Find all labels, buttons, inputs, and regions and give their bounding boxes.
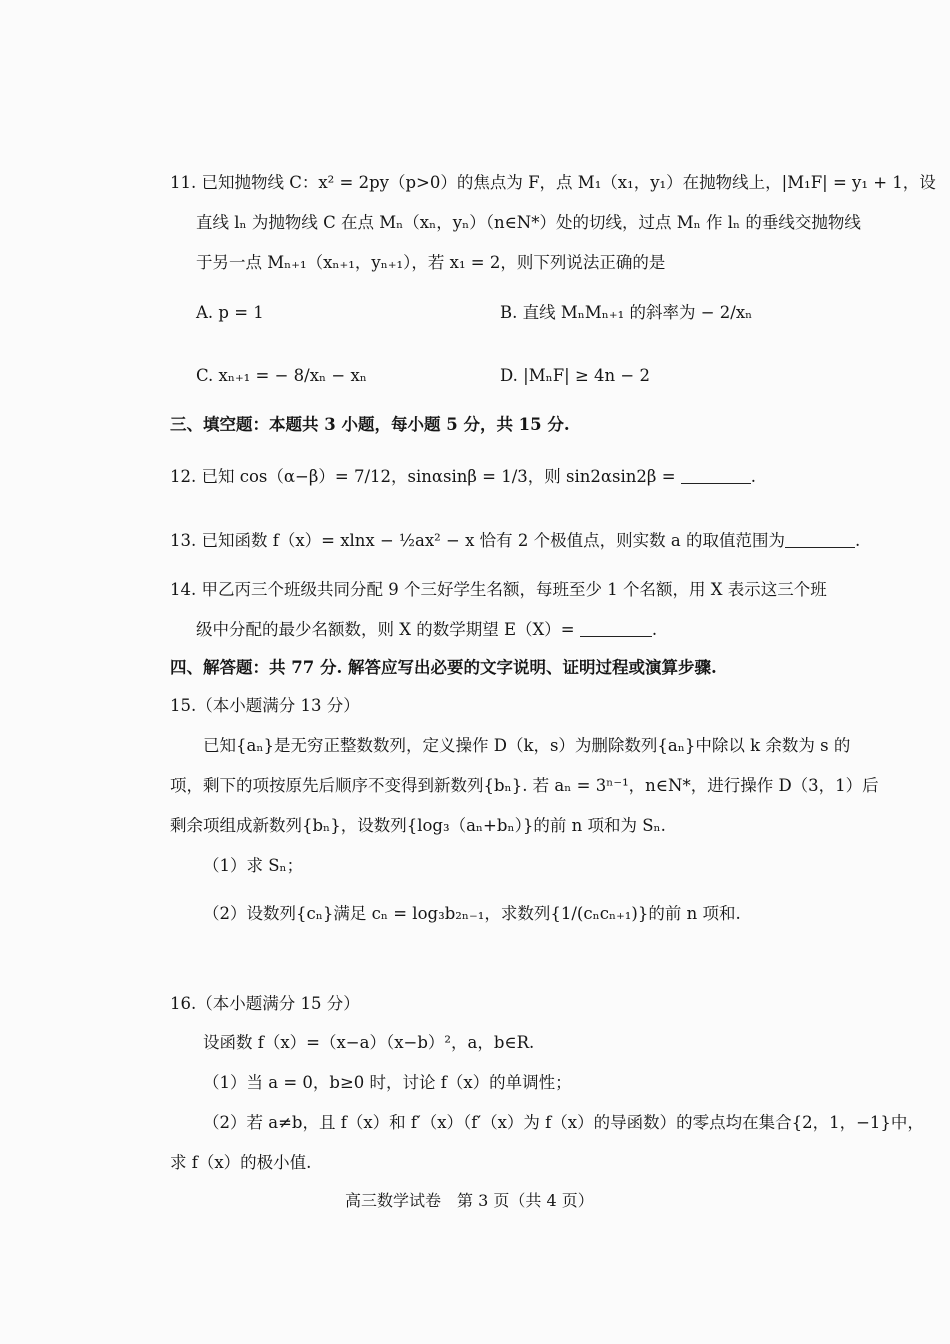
q15-part-1: （1）求 Sₙ；: [203, 856, 304, 875]
q15-para-3: 剩余项组成新数列{bₙ}，设数列{log₃（aₙ+bₙ）}的前 n 项和为 Sₙ.: [170, 816, 666, 835]
q11-line-3: 于另一点 Mₙ₊₁（xₙ₊₁，yₙ₊₁），若 x₁ = 2，则下列说法正确的是: [196, 253, 666, 272]
q11-option-d: D. |MₙF| ≥ 4n − 2: [500, 366, 650, 385]
q12-line: [170, 465, 756, 489]
q15-para-2: 项，剩下的项按原先后顺序不变得到新数列{bₙ}. 若 aₙ = 3ⁿ⁻¹，n∈N*，进行操作 D（3，1）后: [170, 776, 879, 795]
q14-line-1: 14. 甲乙丙三个班级共同分配 9 个三好学生名额，每班至少 1 个名额，用 X 表示这三个班: [170, 580, 827, 599]
q15-heading: 15.（本小题满分 13 分）: [170, 696, 360, 715]
q14-blank: [580, 618, 652, 637]
q11-option-a: A. p = 1: [196, 303, 264, 322]
q12-blank: [681, 465, 751, 484]
q15-para-1: 已知{aₙ}是无穷正整数数列，定义操作 D（k，s）为删除数列{aₙ}中除以 k 余数为 s 的: [203, 736, 851, 755]
q11-line-1: 11. 已知抛物线 C：x² = 2py（p>0）的焦点为 F，点 M₁（x₁，y₁）在抛物线上，|M₁F| = y₁ + 1，设: [170, 173, 936, 192]
q13-blank: [785, 529, 855, 548]
q14-end: .: [651, 620, 658, 639]
q14-text: 级中分配的最少名额数，则 X 的数学期望 E（X）=: [196, 620, 575, 639]
section-4-heading: 四、解答题：共 77 分. 解答应写出必要的文字说明、证明过程或演算步骤.: [170, 658, 717, 677]
q14-line-2: [196, 618, 657, 642]
q12-end: .: [750, 467, 757, 486]
q13-text: 13. 已知函数 f（x）= xlnx − ½ax² − x 恰有 2 个极值点，则实数 a 的取值范围为: [170, 531, 785, 550]
q11-option-c: C. xₙ₊₁ = − 8/xₙ − xₙ: [196, 366, 367, 385]
section-3-heading: 三、填空题：本题共 3 小题，每小题 5 分，共 15 分.: [170, 415, 570, 434]
q11-line-2: 直线 lₙ 为抛物线 C 在点 Mₙ（xₙ，yₙ）（n∈N*）处的切线，过点 Mₙ 作 lₙ 的垂线交抛物线: [196, 213, 861, 232]
q13-line: [170, 529, 860, 553]
q13-end: .: [854, 531, 861, 550]
q16-heading: 16.（本小题满分 15 分）: [170, 994, 360, 1013]
q12-text: 12. 已知 cos（α−β）= 7/12，sinαsinβ = 1/3，则 sin2αsin2β =: [170, 467, 676, 486]
page-footer: 高三数学试卷 第 3 页（共 4 页）: [345, 1191, 594, 1210]
q16-para-1: 设函数 f（x）=（x−a）（x−b）²，a，b∈R.: [203, 1033, 535, 1052]
q11-option-b: B. 直线 MₙMₙ₊₁ 的斜率为 − 2/xₙ: [500, 303, 753, 322]
q16-part-1: （1）当 a = 0，b≥0 时，讨论 f（x）的单调性；: [203, 1073, 572, 1092]
q15-part-2: （2）设数列{cₙ}满足 cₙ = log₃b₂ₙ₋₁，求数列{1/(cₙcₙ₊₁)}的前 n 项和.: [203, 904, 741, 923]
q16-part-2: （2）若 a≠b，且 f（x）和 f′（x）（f′（x）为 f（x）的导函数）的零点均在集合{2，1，−1}中，: [203, 1113, 924, 1132]
q16-part-2-cont: 求 f（x）的极小值.: [170, 1153, 312, 1172]
